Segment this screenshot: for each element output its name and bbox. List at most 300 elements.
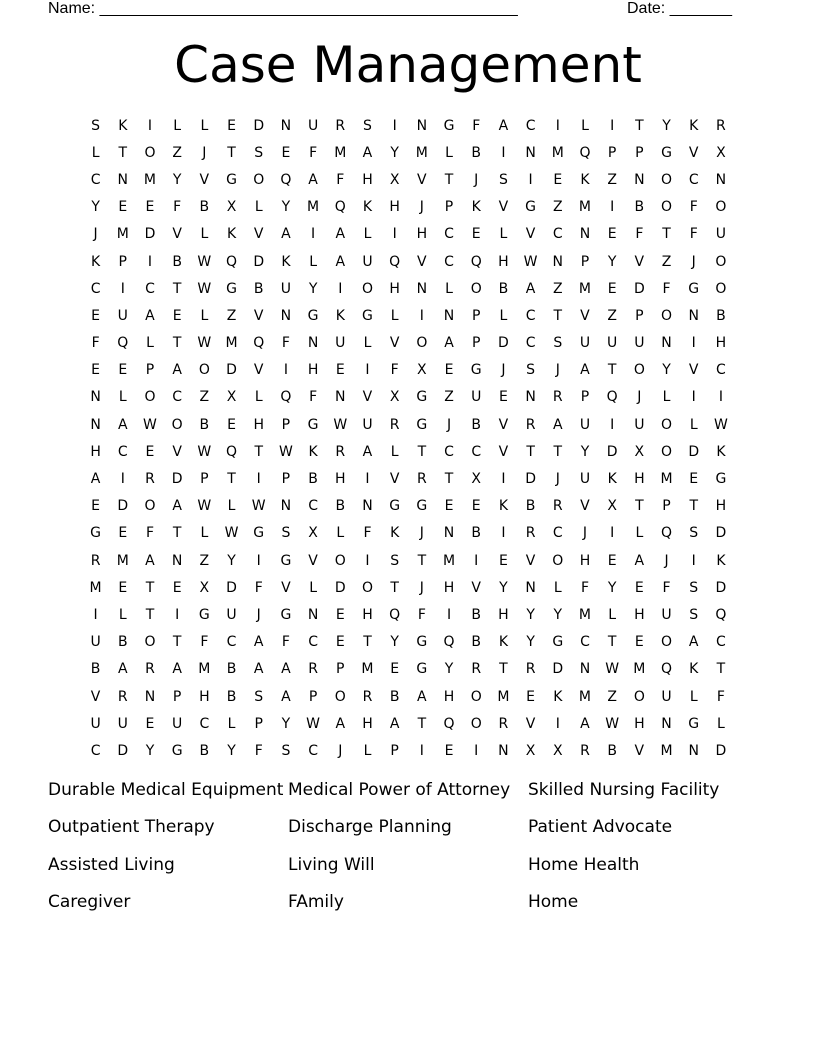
grid-letter: E xyxy=(172,579,182,596)
grid-letter: F xyxy=(472,117,481,134)
grid-letter: N xyxy=(552,253,564,270)
grid-letter: P xyxy=(471,335,481,352)
grid-letter: S xyxy=(281,742,291,759)
grid-letter: N xyxy=(634,171,645,188)
grid-letter: K xyxy=(607,471,617,488)
grid-letter: I xyxy=(120,280,125,297)
grid-letter: F xyxy=(309,144,318,161)
grid-letter: V xyxy=(308,552,318,569)
grid-letter: Z xyxy=(661,253,672,270)
grid-letter: G xyxy=(688,280,700,297)
grid-letter: J xyxy=(637,389,642,406)
grid-letter: P xyxy=(662,498,671,515)
grid-letter: V xyxy=(253,362,264,379)
grid-letter: L xyxy=(689,688,698,705)
grid-letter: O xyxy=(552,552,564,569)
grid-letter: N xyxy=(443,307,455,324)
grid-letter: O xyxy=(198,362,210,379)
grid-letter: I xyxy=(555,715,560,732)
grid-letter: U xyxy=(280,280,292,297)
grid-letter: D xyxy=(226,362,237,379)
grid-letter: W xyxy=(306,715,321,732)
grid-letter: L xyxy=(200,226,209,243)
grid-letter: O xyxy=(470,688,482,705)
grid-letter: P xyxy=(254,715,263,732)
grid-letter: N xyxy=(661,335,672,352)
grid-letter: U xyxy=(634,416,645,433)
grid-letter: L xyxy=(91,144,100,161)
word-list-item: Patient Advocate xyxy=(528,817,673,838)
grid-letter: O xyxy=(361,579,373,596)
grid-letter: N xyxy=(688,307,699,324)
grid-letter: O xyxy=(416,335,428,352)
grid-letter: P xyxy=(118,253,127,270)
grid-letter: I xyxy=(392,226,397,243)
grid-letter: W xyxy=(197,280,212,297)
grid-letter: B xyxy=(172,253,182,270)
grid-letter: L xyxy=(200,307,209,324)
grid-letter: V xyxy=(525,226,536,243)
grid-letter: A xyxy=(145,307,155,324)
grid-letter: Y xyxy=(526,606,535,623)
grid-letter: V xyxy=(417,171,427,188)
grid-letter: M xyxy=(116,226,129,243)
grid-letter: I xyxy=(338,280,343,297)
grid-letter: N xyxy=(307,335,319,352)
grid-letter: X xyxy=(308,525,318,542)
grid-letter: Y xyxy=(553,606,563,623)
grid-letter: L xyxy=(662,389,671,406)
grid-letter: X xyxy=(552,742,563,759)
grid-letter: I xyxy=(365,362,370,379)
grid-letter: V xyxy=(389,471,400,488)
grid-letter: V xyxy=(281,579,291,596)
grid-letter: S xyxy=(689,525,699,542)
grid-letter: T xyxy=(499,661,508,678)
grid-letter: U xyxy=(579,416,591,433)
grid-letter: V xyxy=(172,226,182,243)
grid-letter: R xyxy=(471,661,482,678)
grid-letter: E xyxy=(145,199,155,216)
grid-letter: I xyxy=(365,471,370,488)
grid-letter: O xyxy=(144,144,156,161)
grid-letter: D xyxy=(334,579,346,596)
word-list xyxy=(48,777,768,926)
grid-letter: N xyxy=(579,661,591,678)
grid-letter: I xyxy=(365,552,370,569)
grid-letter: U xyxy=(117,715,128,732)
grid-letter: M xyxy=(551,144,564,161)
grid-letter: X xyxy=(226,199,237,216)
grid-letter: L xyxy=(254,389,263,406)
grid-letter: G xyxy=(307,416,319,433)
grid-letter: Z xyxy=(199,389,210,406)
grid-letter: G xyxy=(525,199,537,216)
grid-letter: G xyxy=(715,471,727,488)
grid-letter: D xyxy=(144,226,156,243)
grid-letter: P xyxy=(281,471,291,488)
grid-letter: R xyxy=(580,742,590,759)
grid-letter: R xyxy=(416,471,427,488)
grid-letter: B xyxy=(634,199,645,216)
grid-letter: J xyxy=(555,471,560,488)
grid-letter: O xyxy=(661,634,673,651)
grid-letter: P xyxy=(308,688,318,705)
grid-letter: Y xyxy=(145,742,155,759)
grid-letter: G xyxy=(307,307,319,324)
grid-letter: C xyxy=(117,443,128,460)
grid-letter: O xyxy=(361,280,373,297)
grid-letter: R xyxy=(389,416,400,433)
grid-letter: T xyxy=(607,634,617,651)
grid-letter: J xyxy=(474,171,479,188)
grid-letter: G xyxy=(362,307,373,324)
grid-letter: E xyxy=(335,606,345,623)
grid-letter: G xyxy=(198,606,210,623)
grid-letter: N xyxy=(144,688,156,705)
grid-letter: K xyxy=(689,117,699,134)
grid-letter: H xyxy=(199,688,210,705)
grid-letter: Z xyxy=(552,280,563,297)
grid-letter: T xyxy=(417,715,427,732)
grid-letter: I xyxy=(93,606,98,623)
grid-letter: G xyxy=(171,742,183,759)
grid-letter: C xyxy=(90,171,101,188)
grid-letter: H xyxy=(362,171,373,188)
grid-letter: L xyxy=(336,525,345,542)
grid-letter: U xyxy=(226,606,237,623)
grid-letter: U xyxy=(90,634,101,651)
grid-letter: H xyxy=(715,498,727,515)
grid-letter: Q xyxy=(715,606,727,623)
grid-letter: M xyxy=(578,280,592,297)
grid-letter: F xyxy=(635,226,644,243)
grid-letter: E xyxy=(498,389,508,406)
grid-letter: F xyxy=(689,226,698,243)
grid-letter: S xyxy=(553,335,563,352)
grid-letter: D xyxy=(552,661,564,678)
grid-letter: Q xyxy=(579,144,591,161)
grid-letter: N xyxy=(443,525,455,542)
grid-letter: L xyxy=(445,144,453,161)
grid-letter: G xyxy=(416,661,428,678)
grid-letter: S xyxy=(254,144,264,161)
grid-letter: E xyxy=(607,226,617,243)
grid-letter: I xyxy=(691,335,696,352)
grid-letter: D xyxy=(715,525,727,542)
grid-letter: Y xyxy=(607,253,617,270)
grid-letter: D xyxy=(498,335,509,352)
grid-letter: E xyxy=(172,307,182,324)
grid-letter: A xyxy=(634,552,645,569)
grid-letter: T xyxy=(172,335,182,352)
grid-letter: Z xyxy=(607,171,617,188)
grid-letter: B xyxy=(90,661,101,678)
word-list-item: Caregiver xyxy=(48,891,131,912)
grid-letter: T xyxy=(145,606,155,623)
grid-letter: I xyxy=(718,389,723,406)
grid-letter: P xyxy=(471,307,481,324)
grid-letter: L xyxy=(173,117,182,134)
grid-letter: P xyxy=(145,362,155,379)
grid-letter: P xyxy=(336,661,345,678)
grid-letter: Y xyxy=(662,117,671,134)
grid-letter: A xyxy=(362,144,373,161)
page-title: Case Management xyxy=(174,36,642,94)
grid-letter: H xyxy=(634,606,645,623)
grid-letter: I xyxy=(691,389,696,406)
grid-letter: U xyxy=(471,389,482,406)
grid-letter: N xyxy=(579,226,591,243)
grid-letter: I xyxy=(501,525,506,542)
grid-letter: C xyxy=(471,443,482,460)
grid-letter: H xyxy=(90,443,101,460)
grid-letter: Y xyxy=(227,552,236,569)
grid-letter: I xyxy=(555,117,560,134)
grid-letter: F xyxy=(662,579,671,596)
grid-letter: W xyxy=(224,525,239,542)
grid-letter: F xyxy=(716,688,725,705)
grid-letter: D xyxy=(606,443,618,460)
grid-letter: T xyxy=(662,226,671,243)
grid-letter: W xyxy=(605,661,620,678)
word-list-item: Discharge Planning xyxy=(288,817,452,838)
grid-letter: L xyxy=(363,335,372,352)
grid-letter: H xyxy=(307,362,319,379)
grid-letter: A xyxy=(281,661,291,678)
grid-letter: E xyxy=(471,226,481,243)
grid-letter: U xyxy=(661,606,672,623)
word-list-item: Medical Power of Attorney xyxy=(288,780,511,800)
grid-letter: C xyxy=(226,634,237,651)
grid-letter: V xyxy=(498,443,509,460)
grid-letter: I xyxy=(120,471,125,488)
grid-letter: O xyxy=(470,715,482,732)
grid-letter: Q xyxy=(117,335,129,352)
header-line xyxy=(48,0,748,21)
grid-letter: N xyxy=(90,416,101,433)
grid-letter: E xyxy=(444,742,454,759)
grid-letter: A xyxy=(580,715,590,732)
grid-letter: L xyxy=(717,715,725,732)
grid-letter: U xyxy=(579,471,591,488)
grid-letter: O xyxy=(715,280,727,297)
grid-letter: C xyxy=(552,226,563,243)
grid-letter: T xyxy=(417,443,427,460)
grid-letter: M xyxy=(307,199,320,216)
grid-letter: W xyxy=(523,253,538,270)
grid-letter: L xyxy=(390,307,399,324)
grid-letter: J xyxy=(419,199,424,216)
grid-letter: C xyxy=(525,117,536,134)
grid-letter: Z xyxy=(444,389,454,406)
grid-letter: O xyxy=(661,443,673,460)
grid-letter: L xyxy=(200,117,209,134)
grid-letter: L xyxy=(499,226,508,243)
grid-letter: K xyxy=(471,199,481,216)
grid-letter: E xyxy=(390,661,400,678)
grid-letter: B xyxy=(117,634,128,651)
grid-letter: B xyxy=(716,307,726,324)
grid-letter: H xyxy=(416,226,428,243)
grid-letter: B xyxy=(199,416,210,433)
grid-letter: G xyxy=(253,525,265,542)
grid-letter: W xyxy=(197,498,212,515)
grid-letter: V xyxy=(417,253,427,270)
grid-letter: P xyxy=(390,742,399,759)
grid-letter: Q xyxy=(253,335,265,352)
grid-letter: F xyxy=(580,579,589,596)
grid-letter: M xyxy=(660,471,673,488)
grid-letter: C xyxy=(172,389,183,406)
grid-letter: R xyxy=(498,715,509,732)
grid-letter: Q xyxy=(226,253,238,270)
grid-letter: F xyxy=(390,362,399,379)
grid-letter: X xyxy=(389,389,400,406)
grid-letter: F xyxy=(254,742,263,759)
grid-letter: A xyxy=(335,226,346,243)
grid-letter: H xyxy=(715,335,727,352)
grid-letter: C xyxy=(145,280,155,297)
grid-letter: D xyxy=(226,579,237,596)
grid-letter: I xyxy=(147,117,153,134)
grid-letter: W xyxy=(143,416,157,433)
grid-letter: K xyxy=(498,634,508,651)
grid-letter: Y xyxy=(172,171,182,188)
grid-letter: I xyxy=(446,606,452,623)
grid-letter: L xyxy=(118,606,127,623)
grid-letter: O xyxy=(171,416,183,433)
grid-letter: F xyxy=(417,606,426,623)
grid-letter: U xyxy=(117,307,128,324)
grid-letter: T xyxy=(689,498,698,515)
grid-letter: T xyxy=(172,634,182,651)
grid-letter: Y xyxy=(607,579,617,596)
grid-letter: H xyxy=(335,471,346,488)
grid-letter: V xyxy=(634,253,645,270)
grid-letter: M xyxy=(578,199,592,216)
grid-letter: S xyxy=(363,117,372,134)
grid-letter: O xyxy=(661,416,673,433)
grid-letter: J xyxy=(93,226,98,243)
grid-letter: V xyxy=(580,307,590,324)
grid-letter: L xyxy=(581,117,589,134)
grid-letter: A xyxy=(172,498,182,515)
grid-letter: Y xyxy=(91,199,100,216)
grid-letter: I xyxy=(691,552,696,569)
grid-letter: C xyxy=(716,362,726,379)
grid-letter: K xyxy=(390,525,400,542)
grid-letter: A xyxy=(444,335,454,352)
grid-letter: U xyxy=(90,715,101,732)
grid-letter: S xyxy=(498,171,508,188)
grid-letter: I xyxy=(501,471,506,488)
grid-letter: O xyxy=(715,253,727,270)
word-list-item: Assisted Living xyxy=(48,854,175,875)
grid-letter: A xyxy=(172,362,182,379)
grid-letter: Y xyxy=(227,742,236,759)
grid-letter: X xyxy=(716,144,726,161)
grid-letter: A xyxy=(172,661,182,678)
letter-grid xyxy=(82,112,735,765)
grid-letter: V xyxy=(688,362,699,379)
grid-letter: V xyxy=(634,742,645,759)
grid-letter: L xyxy=(390,443,399,460)
grid-letter: Z xyxy=(172,144,182,161)
grid-letter: P xyxy=(200,471,209,488)
grid-letter: T xyxy=(172,280,182,297)
grid-letter: I xyxy=(175,606,180,623)
grid-letter: B xyxy=(471,606,482,623)
grid-letter: R xyxy=(145,471,155,488)
grid-letter: N xyxy=(498,742,509,759)
grid-letter: L xyxy=(689,416,698,433)
grid-letter: X xyxy=(226,389,237,406)
grid-letter: F xyxy=(281,335,290,352)
grid-letter: S xyxy=(390,552,400,569)
grid-letter: B xyxy=(498,280,509,297)
grid-letter: W xyxy=(713,416,728,433)
grid-letter: I xyxy=(311,226,316,243)
grid-letter: P xyxy=(635,307,644,324)
grid-letter: D xyxy=(171,471,183,488)
grid-letter: X xyxy=(389,171,400,188)
grid-letter: S xyxy=(281,525,291,542)
grid-letter: R xyxy=(362,688,373,705)
grid-letter: D xyxy=(117,498,129,515)
grid-letter: A xyxy=(90,471,101,488)
grid-letter: E xyxy=(498,552,508,569)
grid-letter: E xyxy=(607,552,617,569)
grid-letter: V xyxy=(525,715,536,732)
grid-letter: A xyxy=(498,117,509,134)
grid-letter: O xyxy=(661,199,673,216)
grid-letter: Y xyxy=(526,634,535,651)
grid-letter: P xyxy=(607,144,617,161)
grid-letter: B xyxy=(471,634,482,651)
grid-letter: E xyxy=(335,634,345,651)
grid-letter: P xyxy=(635,144,644,161)
grid-letter: E xyxy=(634,634,644,651)
grid-letter: G xyxy=(416,634,428,651)
grid-letter: W xyxy=(197,443,212,460)
grid-letter: K xyxy=(716,552,726,569)
grid-letter: M xyxy=(415,144,428,161)
grid-letter: L xyxy=(363,226,372,243)
grid-letter: Y xyxy=(580,443,590,460)
grid-letter: I xyxy=(283,362,288,379)
word-list-item: Home xyxy=(528,891,579,912)
grid-letter: B xyxy=(199,742,210,759)
grid-letter: J xyxy=(446,416,452,433)
grid-letter: A xyxy=(308,171,318,188)
grid-letter: T xyxy=(553,443,563,460)
word-list-item: Living Will xyxy=(288,854,375,875)
grid-letter: N xyxy=(362,498,373,515)
grid-letter: N xyxy=(307,606,319,623)
grid-letter: R xyxy=(552,498,563,515)
grid-letter: B xyxy=(253,280,264,297)
grid-letter: R xyxy=(335,117,346,134)
grid-letter: R xyxy=(552,389,563,406)
grid-letter: V xyxy=(580,498,590,515)
grid-letter: I xyxy=(419,742,424,759)
grid-letter: Y xyxy=(390,634,399,651)
grid-letter: E xyxy=(91,362,101,379)
grid-letter: T xyxy=(227,144,236,161)
grid-letter: O xyxy=(661,307,673,324)
grid-letter: L xyxy=(200,525,209,542)
